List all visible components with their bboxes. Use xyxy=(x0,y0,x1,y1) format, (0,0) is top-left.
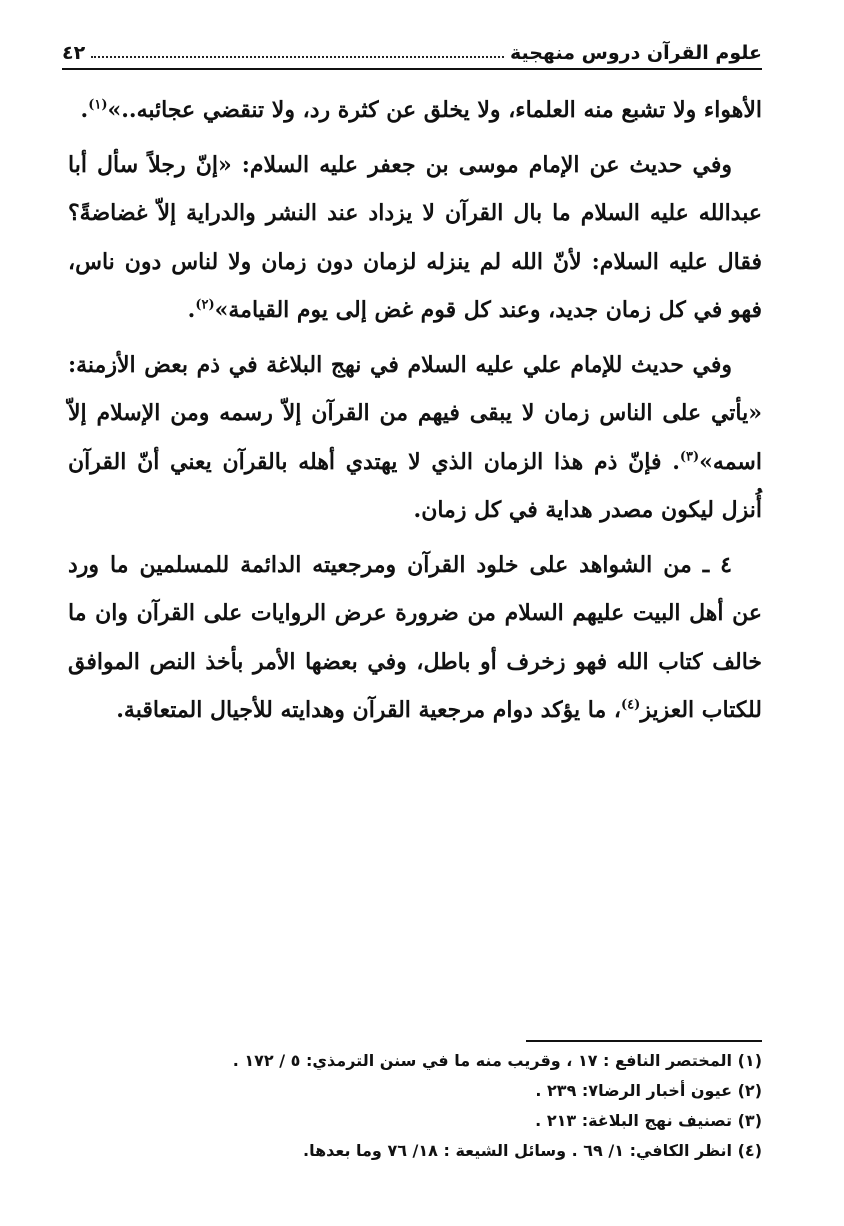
paragraph-text: ، ما يؤكد دوام مرجعية القرآن وهدايته للأجيال المتعاقبة. xyxy=(116,697,622,723)
running-header xyxy=(62,30,762,70)
page-number: ٤٢ xyxy=(62,42,86,64)
paragraph: وفي حديث للإمام علي عليه السلام في نهج البلاغة في ذم بعض الأزمنة: «يأتي على الناس زمان لا يبقى فيهم من القرآن إلاّ رسمه ومن الإسلام إلاّ اسمه»$^{(٣)}$. فإنّ ذم هذا الزمان الذي لا يهتدي أهله بالقرآن يعني أنّ القرآن أُنزل ليكون مصدر هداية في كل زمان. xyxy=(68,351,762,523)
paragraph-text: الأهواء ولا تشبع منه العلماء، ولا يخلق عن كثرة رد، ولا تنقضي عجائبه..» xyxy=(107,97,762,123)
paragraph-text: ٤ ـ من الشواهد على خلود القرآن ومرجعيته الدائمة للمسلمين ما ورد عن أهل البيت عليهم السلام من ضرورة عرض الروايات على القرآن وان ما خالف كتاب الله فهو زخرف أو باطل، وفي بعضها الأمر بأخذ النص الموافق للكتاب العزيز xyxy=(68,551,762,723)
footnote: (١) المختصر النافع : ١٧ ، وقريب منه ما في سنن الترمذي: ٥ / ١٧٢ . xyxy=(232,1051,762,1070)
footnote-ref: (٢) xyxy=(195,297,215,313)
footnote-ref: (٣) xyxy=(679,449,700,465)
paragraph-text: وفي حديث للإمام علي عليه السلام في نهج البلاغة في ذم بعض الأزمنة: «يأتي على الناس زمان لا يبقى فيهم من القرآن إلاّ رسمه ومن الإسلام إلاّ اسمه» xyxy=(68,351,762,475)
footnote: (٤) انظر الكافي: ١/ ٦٩ . وسائل الشيعة : ١٨/ ٧٦ وما بعدها. xyxy=(302,1141,762,1160)
header-dot-leader xyxy=(91,55,504,58)
main-text xyxy=(68,86,762,735)
footnote-ref: (٤) xyxy=(621,697,641,713)
paragraph-text: وفي حديث عن الإمام موسى بن جعفر عليه السلام: «إنّ رجلاً سأل أبا عبدالله عليه السلام ما بال القرآن لا يزداد عند النشر والدراية إلاّ غضاضةً؟ فقال عليه السلام: لأنّ الله لم ينزله لزمان دون زمان ولا لناس دون ناس، فهو في كل زمان جديد، وعند كل قوم غض إلى يوم القيامة» xyxy=(68,151,762,323)
paragraph xyxy=(68,541,762,735)
header-title: علوم القرآن دروس منهجية xyxy=(509,42,762,64)
paragraph: الأهواء ولا تشبع منه العلماء، ولا يخلق عن كثرة رد، ولا تنقضي عجائبه..»$^{(١)}$. xyxy=(80,97,762,123)
footnote: (٢) عيون أخبار الرضا٧: ٢٣٩ . xyxy=(535,1081,762,1100)
footnote-separator xyxy=(526,1040,762,1042)
footnotes xyxy=(150,1046,762,1166)
paragraph: وفي حديث عن الإمام موسى بن جعفر عليه السلام: «إنّ رجلاً سأل أبا عبدالله عليه السلام ما بال القرآن لا يزداد عند النشر والدراية إلاّ غضاضةً؟ فقال عليه السلام: لأنّ الله لم ينزله لزمان دون زمان ولا لناس دون ناس، فهو في كل زمان جديد، وعند كل قوم غض إلى يوم القيامة»$^{(٢)}$. xyxy=(68,151,762,323)
paragraph-text: فإنّ ذم هذا الزمان الذي لا يهتدي أهله بالقرآن يعني أنّ القرآن أُنزل ليكون مصدر هداية في كل زمان. xyxy=(68,448,762,523)
footnote-ref: (١) xyxy=(88,97,108,113)
footnote: (٣) تصنيف نهج البلاغة: ٢١٣ . xyxy=(535,1111,762,1130)
